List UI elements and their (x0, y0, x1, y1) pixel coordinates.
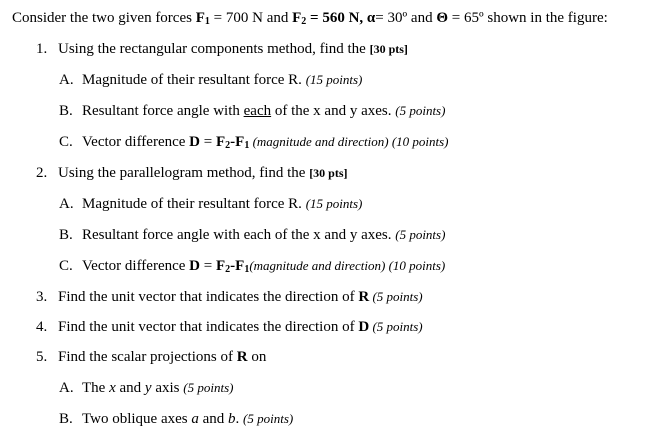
question-number: 5. (36, 349, 48, 365)
points-note: (5 points) (395, 227, 446, 242)
subquestion-text: Magnitude of their resultant force R. (82, 196, 306, 212)
subquestion-text: Resultant force angle with (82, 103, 244, 119)
axis-a-symbol: a (191, 411, 199, 427)
points-badge: [30 pts] (369, 42, 408, 56)
question-number: 4. (36, 319, 48, 335)
question-text-after: on (247, 349, 267, 365)
intro-suffix: shown in the figure: (483, 10, 608, 26)
minus-sign: - (230, 258, 236, 274)
equals-sign: = (200, 258, 216, 274)
question-1c (59, 133, 449, 151)
vector-f2: F (215, 134, 226, 150)
question-1b (59, 102, 445, 120)
subquestion-text: Resultant force angle with each of the x and y axes. (82, 227, 396, 243)
question-5a (59, 379, 233, 397)
equals-sign: = (200, 134, 216, 150)
subquestion-text: . (235, 411, 244, 427)
question-text: Using the parallelogram method, find the (58, 165, 310, 181)
f2-subscript: 2 (225, 140, 231, 151)
f1-value: = 700 N (209, 10, 263, 26)
f1-subscript: 1 (204, 16, 210, 27)
question-text: Find the scalar projections of (58, 349, 237, 365)
x-axis-symbol: x (109, 380, 116, 396)
subquestion-letter: A. (59, 380, 74, 396)
f2-subscript: 2 (225, 264, 231, 275)
vector-f1: F (235, 258, 245, 274)
subquestion-letter: C. (59, 134, 73, 150)
intro-statement (12, 9, 608, 27)
question-number: 1. (36, 41, 48, 57)
subquestion-letter: A. (59, 72, 74, 88)
vector-r: R (236, 349, 248, 365)
points-note: (magnitude and direction) (10 points) (249, 134, 449, 149)
question-number: 2. (36, 165, 48, 181)
f2-symbol: F (292, 10, 302, 26)
subquestion-letter: C. (59, 258, 73, 274)
question-text: Find the unit vector that indicates the direction of (58, 319, 359, 335)
points-note: (15 points) (305, 196, 363, 211)
points-note: (5 points) (369, 319, 423, 334)
vector-d: D (189, 134, 201, 150)
minus-sign: - (230, 134, 236, 150)
intro-prefix: Consider the two given forces (12, 10, 196, 26)
subquestion-text: axis (151, 380, 184, 396)
question-4 (36, 318, 423, 336)
question-1a (59, 71, 362, 89)
points-note: (5 points) (243, 411, 294, 426)
subquestion-text: Magnitude of their resultant force R. (82, 72, 306, 88)
subquestion-text-after: of the x and y axes. (271, 103, 396, 119)
question-3 (36, 288, 423, 306)
f1-subscript: 1 (244, 140, 250, 151)
underlined-word: each (243, 103, 272, 119)
question-5 (36, 348, 266, 366)
subquestion-letter: A. (59, 196, 74, 212)
question-number: 3. (36, 289, 48, 305)
subquestion-text: Two oblique axes (82, 411, 192, 427)
theta-value: = 65º (448, 10, 484, 26)
question-2b (59, 226, 445, 244)
question-5b (59, 410, 293, 428)
question-2 (36, 164, 348, 182)
axis-b-symbol: b (228, 411, 236, 427)
question-2a (59, 195, 362, 213)
subquestion-text: The (82, 380, 110, 396)
subquestion-text: Vector difference (82, 258, 190, 274)
question-1 (36, 40, 408, 58)
intro-and: and (262, 10, 293, 26)
points-note: (magnitude and direction) (10 points) (249, 258, 446, 273)
f1-subscript: 1 (244, 264, 250, 275)
vector-d: D (189, 258, 201, 274)
points-badge: [30 pts] (309, 166, 348, 180)
subquestion-text: Vector difference (82, 134, 190, 150)
f2-subscript: 2 (301, 16, 307, 27)
points-note: (5 points) (395, 103, 446, 118)
points-note: (5 points) (183, 380, 234, 395)
question-2c (59, 257, 445, 275)
question-text: Find the unit vector that indicates the direction of (58, 289, 359, 305)
subquestion-text: and (198, 411, 229, 427)
vector-r: R (358, 289, 370, 305)
y-axis-symbol: y (144, 380, 152, 396)
vector-f1: F (235, 134, 245, 150)
alpha-value: = 30º and (375, 10, 437, 26)
subquestion-text: and (115, 380, 145, 396)
points-note: (15 points) (305, 72, 363, 87)
f1-symbol: F (195, 10, 205, 26)
question-text: Using the rectangular components method, find the (58, 41, 370, 57)
f2-value: = 560 N, (306, 10, 367, 26)
subquestion-letter: B. (59, 411, 73, 427)
points-note: (5 points) (369, 289, 423, 304)
vector-f2: F (215, 258, 226, 274)
alpha-symbol: α (366, 10, 376, 26)
subquestion-letter: B. (59, 103, 73, 119)
theta-symbol: Θ (436, 10, 448, 26)
subquestion-letter: B. (59, 227, 73, 243)
vector-d: D (358, 319, 370, 335)
